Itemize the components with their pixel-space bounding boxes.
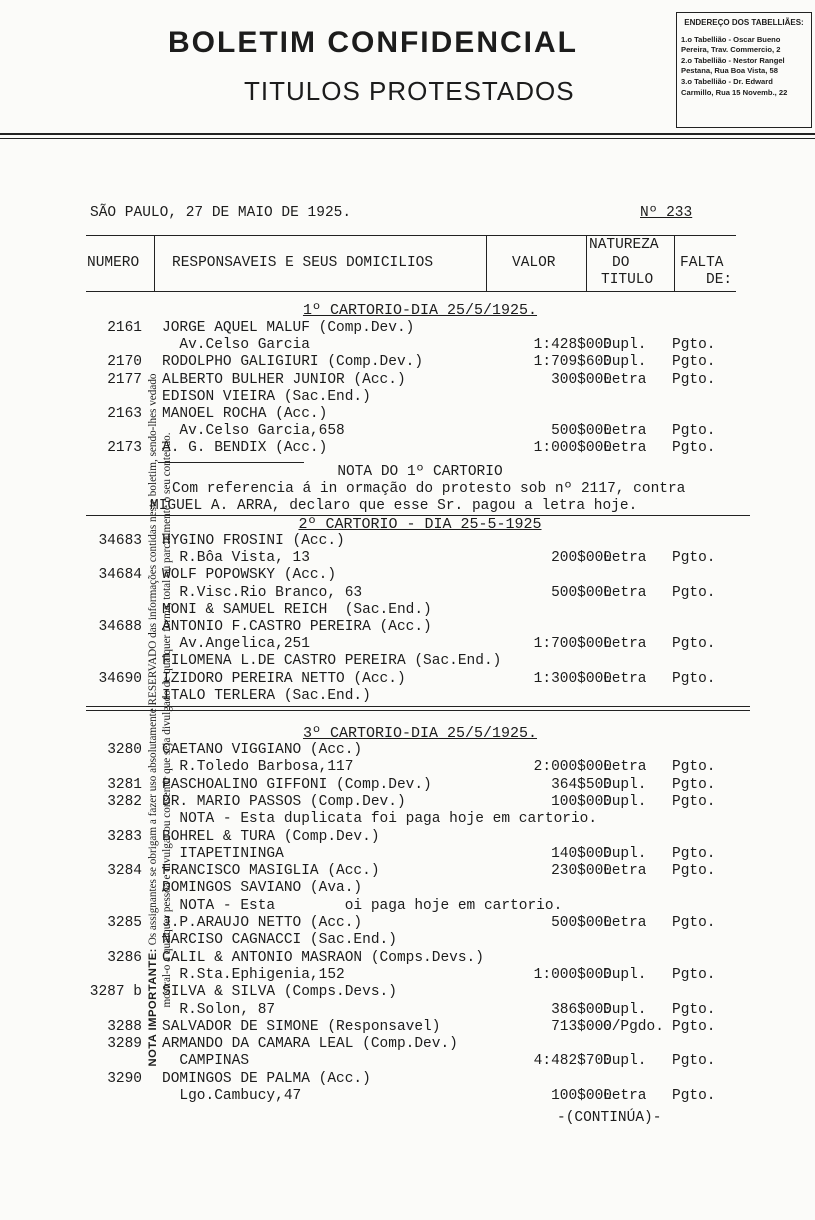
col-header-natureza-do: DO xyxy=(612,255,630,271)
note-1-title: NOTA DO 1º CARTORIO xyxy=(337,464,503,480)
entry-value: 713$000 xyxy=(551,1018,612,1035)
entry-nature: Letra xyxy=(603,759,647,776)
entry-nature: Letra xyxy=(603,1088,647,1104)
table-row xyxy=(0,320,815,337)
entry-responsible: EDISON VIEIRA (Sac.End.) xyxy=(162,388,371,405)
table-row xyxy=(0,1088,815,1105)
entry-nature: Letra xyxy=(603,584,647,601)
table-row xyxy=(0,337,815,354)
entry-reason: Pgto. xyxy=(672,966,716,983)
entry-responsible: IZIDORO PEREIRA NETTO (Acc.) xyxy=(162,670,406,687)
entry-responsible: R.Toledo Barbosa,117 xyxy=(162,759,354,776)
table-row xyxy=(0,1019,815,1036)
table-row xyxy=(0,423,815,440)
table-row xyxy=(0,550,815,567)
table-row xyxy=(0,389,815,406)
table-row xyxy=(0,372,815,389)
side-note-line1: Os assignantes se obrigam a fazer uso absolutamente RESERVADO das informações contidas neste boletim, sendo-lhes vedado xyxy=(147,373,159,946)
entry-nature: O/Pgdo. xyxy=(603,1018,664,1035)
entry-responsible: CALIL & ANTONIO MASRAON (Comps.Devs.) xyxy=(162,949,484,966)
entry-number: 2177 xyxy=(107,371,142,388)
table-row xyxy=(0,440,815,457)
entry-number: 34684 xyxy=(98,567,142,584)
entry-responsible: R.Solon, 87 xyxy=(162,1001,276,1018)
entry-responsible: NOTA - Esta oi paga hoje em cartorio. xyxy=(162,897,563,914)
side-note-line2: mostral-o a qualquer pessõa e divulgar ou consentir que seja divulgado de qualquer forma, total ou parcialmente o seu conteúdo. xyxy=(161,432,173,1008)
entry-responsible: SALVADOR DE SIMONE (Responsavel) xyxy=(162,1018,441,1035)
entry-responsible: ALBERTO BULHER JUNIOR (Acc.) xyxy=(162,371,406,388)
entry-reason: Pgto. xyxy=(672,371,716,388)
section-1-title: 1º CARTORIO-DIA 25/5/1925. xyxy=(302,302,538,319)
col-header-falta: FALTA xyxy=(680,255,724,271)
note-rule xyxy=(158,462,304,463)
entry-responsible: CAMPINAS xyxy=(162,1053,250,1070)
address-line: Pestana, Rua Boa Vista, 58 xyxy=(681,66,778,76)
entry-number: 2170 xyxy=(107,354,142,371)
table-row xyxy=(0,950,815,967)
table-row xyxy=(0,915,815,932)
entry-responsible: NARCISO CAGNACCI (Sac.End.) xyxy=(162,932,397,949)
table-row xyxy=(0,1002,815,1019)
entry-number: 3283 xyxy=(107,828,142,845)
continua-mark: -(CONTINÚA)- xyxy=(557,1110,662,1126)
col-header-valor: VALOR xyxy=(512,255,556,271)
entry-reason: Pgto. xyxy=(672,915,716,931)
entry-nature: Dupl. xyxy=(603,1053,647,1070)
entry-value: 500$000 xyxy=(551,423,612,440)
table-row xyxy=(0,354,815,371)
table-row xyxy=(0,794,815,811)
table-row xyxy=(0,585,815,602)
table-row xyxy=(0,406,815,423)
entry-responsible: R.Bôa Vista, 13 xyxy=(162,550,310,567)
table-row xyxy=(0,984,815,1001)
entry-number: 3280 xyxy=(107,742,142,758)
table-row xyxy=(0,653,815,670)
entry-number: 3285 xyxy=(107,915,142,931)
table-row xyxy=(0,742,815,759)
entry-responsible: BOHREL & TURA (Comp.Dev.) xyxy=(162,828,380,845)
col-divider xyxy=(586,235,587,291)
entry-responsible: R.Sta.Ephigenia,152 xyxy=(162,966,345,983)
entry-nature: Letra xyxy=(603,550,647,567)
header-divider xyxy=(0,133,815,135)
note-1-line1: Com referencia á in ormação do protesto sob nº 2117, contra xyxy=(172,481,686,497)
entry-responsible: R.Visc.Rio Branco, 63 xyxy=(162,584,363,601)
table-row xyxy=(0,898,815,915)
entry-nature: Letra xyxy=(603,440,647,457)
table-header-rule xyxy=(86,291,736,292)
side-note-label: NOTA IMPORTANTE: xyxy=(147,948,159,1067)
entry-value: 300$000 xyxy=(551,371,612,388)
address-line: Carmillo, Rua 15 Novemb., 22 xyxy=(681,87,788,97)
section-3-title: 3º CARTORIO-DIA 25/5/1925. xyxy=(302,725,538,742)
section-2-end-rule-thin xyxy=(86,710,750,711)
entry-number: 3289 xyxy=(107,1036,142,1053)
note-1-line2: MIGUEL A. ARRA, declaro que esse Sr. pagou a letra hoje. xyxy=(150,498,638,514)
table-row xyxy=(0,811,815,828)
entry-responsible: SILVA & SILVA (Comps.Devs.) xyxy=(162,984,397,1001)
entry-number: 3282 xyxy=(107,793,142,810)
table-row xyxy=(0,880,815,897)
section-title xyxy=(90,302,750,319)
entry-reason: Pgto. xyxy=(672,759,716,776)
entry-value: 100$000 xyxy=(551,1088,612,1104)
entry-value: 1:700$000 xyxy=(533,636,612,653)
table-row xyxy=(0,829,815,846)
entry-number: 3284 xyxy=(107,863,142,880)
entry-responsible: Av.Celso Garcia,658 xyxy=(162,423,345,440)
entry-nature: Dupl. xyxy=(603,337,647,354)
entry-responsible: WOLF POPOWSKY (Acc.) xyxy=(162,567,337,584)
col-divider xyxy=(674,235,675,291)
entry-number: 34683 xyxy=(98,533,142,549)
entry-number: 3287 b xyxy=(89,984,142,1001)
entry-responsible: DOMINGOS DE PALMA (Acc.) xyxy=(162,1070,371,1087)
entry-responsible: JORGE AQUEL MALUF (Comp.Dev.) xyxy=(162,320,415,336)
entry-responsible: MANOEL ROCHA (Acc.) xyxy=(162,406,328,422)
entry-number: 3286 xyxy=(107,949,142,966)
section-2-title: 2º CARTORIO - DIA 25-5-1925 xyxy=(298,516,542,533)
entry-nature: Dupl. xyxy=(603,776,647,793)
table-top-rule xyxy=(86,235,736,236)
entry-responsible: FRANCISCO MASIGLIA (Acc.) xyxy=(162,863,380,880)
table-row xyxy=(0,671,815,688)
entry-nature: Letra xyxy=(603,636,647,653)
col-header-responsaveis: RESPONSAVEIS E SEUS DOMICILIOS xyxy=(172,255,434,271)
section-title xyxy=(90,725,750,742)
header-divider-thin xyxy=(0,138,815,139)
entry-reason: Pgto. xyxy=(672,423,716,440)
address-box-title: ENDEREÇO DOS TABELLIÃES: xyxy=(684,18,804,27)
entry-value: 140$000 xyxy=(551,845,612,862)
note-1-title-wrap xyxy=(90,464,750,481)
entry-nature: Dupl. xyxy=(603,1001,647,1018)
table-row xyxy=(0,602,815,619)
entry-nature: Dupl. xyxy=(603,793,647,810)
entry-value: 200$000 xyxy=(551,550,612,567)
table-row xyxy=(0,777,815,794)
entry-value: 500$000 xyxy=(551,584,612,601)
bulletin-subtitle: TITULOS PROTESTADOS xyxy=(244,76,575,106)
entry-responsible: ITAPETININGA xyxy=(162,845,284,862)
entry-value: 500$000 xyxy=(551,915,612,931)
entry-value: 364$500 xyxy=(551,776,612,793)
entry-responsible: HYGINO FROSINI (Acc.) xyxy=(162,533,345,549)
entry-reason: Pgto. xyxy=(672,670,716,687)
entry-responsible: ANTONIO F.CASTRO PEREIRA (Acc.) xyxy=(162,619,432,635)
entry-value: 1:428$000 xyxy=(533,337,612,354)
entry-reason: Pgto. xyxy=(672,584,716,601)
col-header-falta-de: DE: xyxy=(706,272,733,288)
address-line: 3.o Tabellião - Dr. Edward xyxy=(681,76,773,86)
entry-reason: Pgto. xyxy=(672,337,716,354)
entry-responsible: RODOLPHO GALIGIURI (Comp.Dev.) xyxy=(162,354,424,371)
entry-nature: Dupl. xyxy=(603,966,647,983)
entry-nature: Dupl. xyxy=(603,354,647,371)
entry-responsible: ITALO TERLERA (Sac.End.) xyxy=(162,687,371,704)
bulletin-number: Nº 233 xyxy=(640,205,693,221)
table-row xyxy=(0,846,815,863)
col-divider xyxy=(486,235,487,291)
entry-responsible: Av.Celso Garcia xyxy=(162,337,310,354)
entry-responsible: NOTA - Esta duplicata foi paga hoje em cartorio. xyxy=(162,811,598,828)
table-row xyxy=(0,688,815,705)
address-line: Pereira, Trav. Commercio, 2 xyxy=(681,45,781,55)
entry-value: 1:000$000 xyxy=(533,966,612,983)
entry-reason: Pgto. xyxy=(672,845,716,862)
entry-responsible: CAETANO VIGGIANO (Acc.) xyxy=(162,742,363,758)
entry-nature: Letra xyxy=(603,915,647,931)
entry-number: 2161 xyxy=(107,320,142,336)
entry-reason: Pgto. xyxy=(672,776,716,793)
entry-reason: Pgto. xyxy=(672,440,716,457)
entry-nature: Letra xyxy=(603,371,647,388)
col-header-natureza: NATUREZA xyxy=(589,237,659,253)
entry-reason: Pgto. xyxy=(672,1001,716,1018)
table-row xyxy=(0,533,815,550)
entry-number: 3288 xyxy=(107,1018,142,1035)
entry-number: 34688 xyxy=(98,619,142,635)
entry-value: 4:482$700 xyxy=(533,1053,612,1070)
entry-value: 230$000 xyxy=(551,863,612,880)
entry-nature: Letra xyxy=(603,863,647,880)
entry-value: 2:000$000 xyxy=(533,759,612,776)
entry-reason: Pgto. xyxy=(672,793,716,810)
table-row xyxy=(0,619,815,636)
entry-responsible: J.P.ARAUJO NETTO (Acc.) xyxy=(162,915,363,931)
address-line: 1.o Tabellião - Oscar Bueno xyxy=(681,34,781,44)
entry-value: 1:000$000 xyxy=(533,440,612,457)
entry-number: 3281 xyxy=(107,776,142,793)
table-row xyxy=(0,759,815,776)
entry-responsible: PASCHOALINO GIFFONI (Comp.Dev.) xyxy=(162,776,432,793)
entry-value: 386$000 xyxy=(551,1001,612,1018)
entry-number: 34690 xyxy=(98,670,142,687)
entry-reason: Pgto. xyxy=(672,636,716,653)
place-date: SÃO PAULO, 27 DE MAIO DE 1925. xyxy=(90,205,352,221)
bulletin-title: BOLETIM CONFIDENCIAL xyxy=(168,26,578,59)
entry-reason: Pgto. xyxy=(672,1018,716,1035)
entry-reason: Pgto. xyxy=(672,550,716,567)
table-row xyxy=(0,1071,815,1088)
table-row xyxy=(0,863,815,880)
section-2-end-rule xyxy=(86,706,750,707)
entry-responsible: FILOMENA L.DE CASTRO PEREIRA (Sac.End.) xyxy=(162,653,502,670)
table-row xyxy=(0,636,815,653)
entry-nature: Dupl. xyxy=(603,845,647,862)
entry-responsible: DR. MARIO PASSOS (Comp.Dev.) xyxy=(162,793,406,810)
entry-number: 2173 xyxy=(107,440,142,457)
entry-responsible: A. G. BENDIX (Acc.) xyxy=(162,440,328,457)
table-row xyxy=(0,932,815,949)
entry-responsible: DOMINGOS SAVIANO (Ava.) xyxy=(162,880,363,897)
table-row xyxy=(0,1053,815,1070)
col-header-natureza-titulo: TITULO xyxy=(601,272,654,288)
address-line: 2.o Tabellião - Nestor Rangel xyxy=(681,55,785,65)
notaries-address-box xyxy=(676,12,812,128)
entry-value: 100$000 xyxy=(551,793,612,810)
entry-value: 1:709$600 xyxy=(533,354,612,371)
table-row xyxy=(0,1036,815,1053)
entry-reason: Pgto. xyxy=(672,1088,716,1104)
entry-number: 3290 xyxy=(107,1070,142,1087)
col-header-numero: NUMERO xyxy=(87,255,140,271)
entry-responsible: ARMANDO DA CAMARA LEAL (Comp.Dev.) xyxy=(162,1036,458,1053)
entry-responsible: Lgo.Cambucy,47 xyxy=(162,1088,302,1104)
section-title xyxy=(90,516,750,533)
entry-value: 1:300$000 xyxy=(533,670,612,687)
entry-nature: Letra xyxy=(603,423,647,440)
entry-reason: Pgto. xyxy=(672,354,716,371)
entry-nature: Letra xyxy=(603,670,647,687)
entry-responsible: MONI & SAMUEL REICH (Sac.End.) xyxy=(162,601,432,618)
col-divider xyxy=(154,235,155,291)
entry-number: 2163 xyxy=(107,406,142,422)
entry-reason: Pgto. xyxy=(672,1053,716,1070)
entry-reason: Pgto. xyxy=(672,863,716,880)
table-row xyxy=(0,567,815,584)
entry-responsible: Av.Angelica,251 xyxy=(162,636,310,653)
table-row xyxy=(0,967,815,984)
